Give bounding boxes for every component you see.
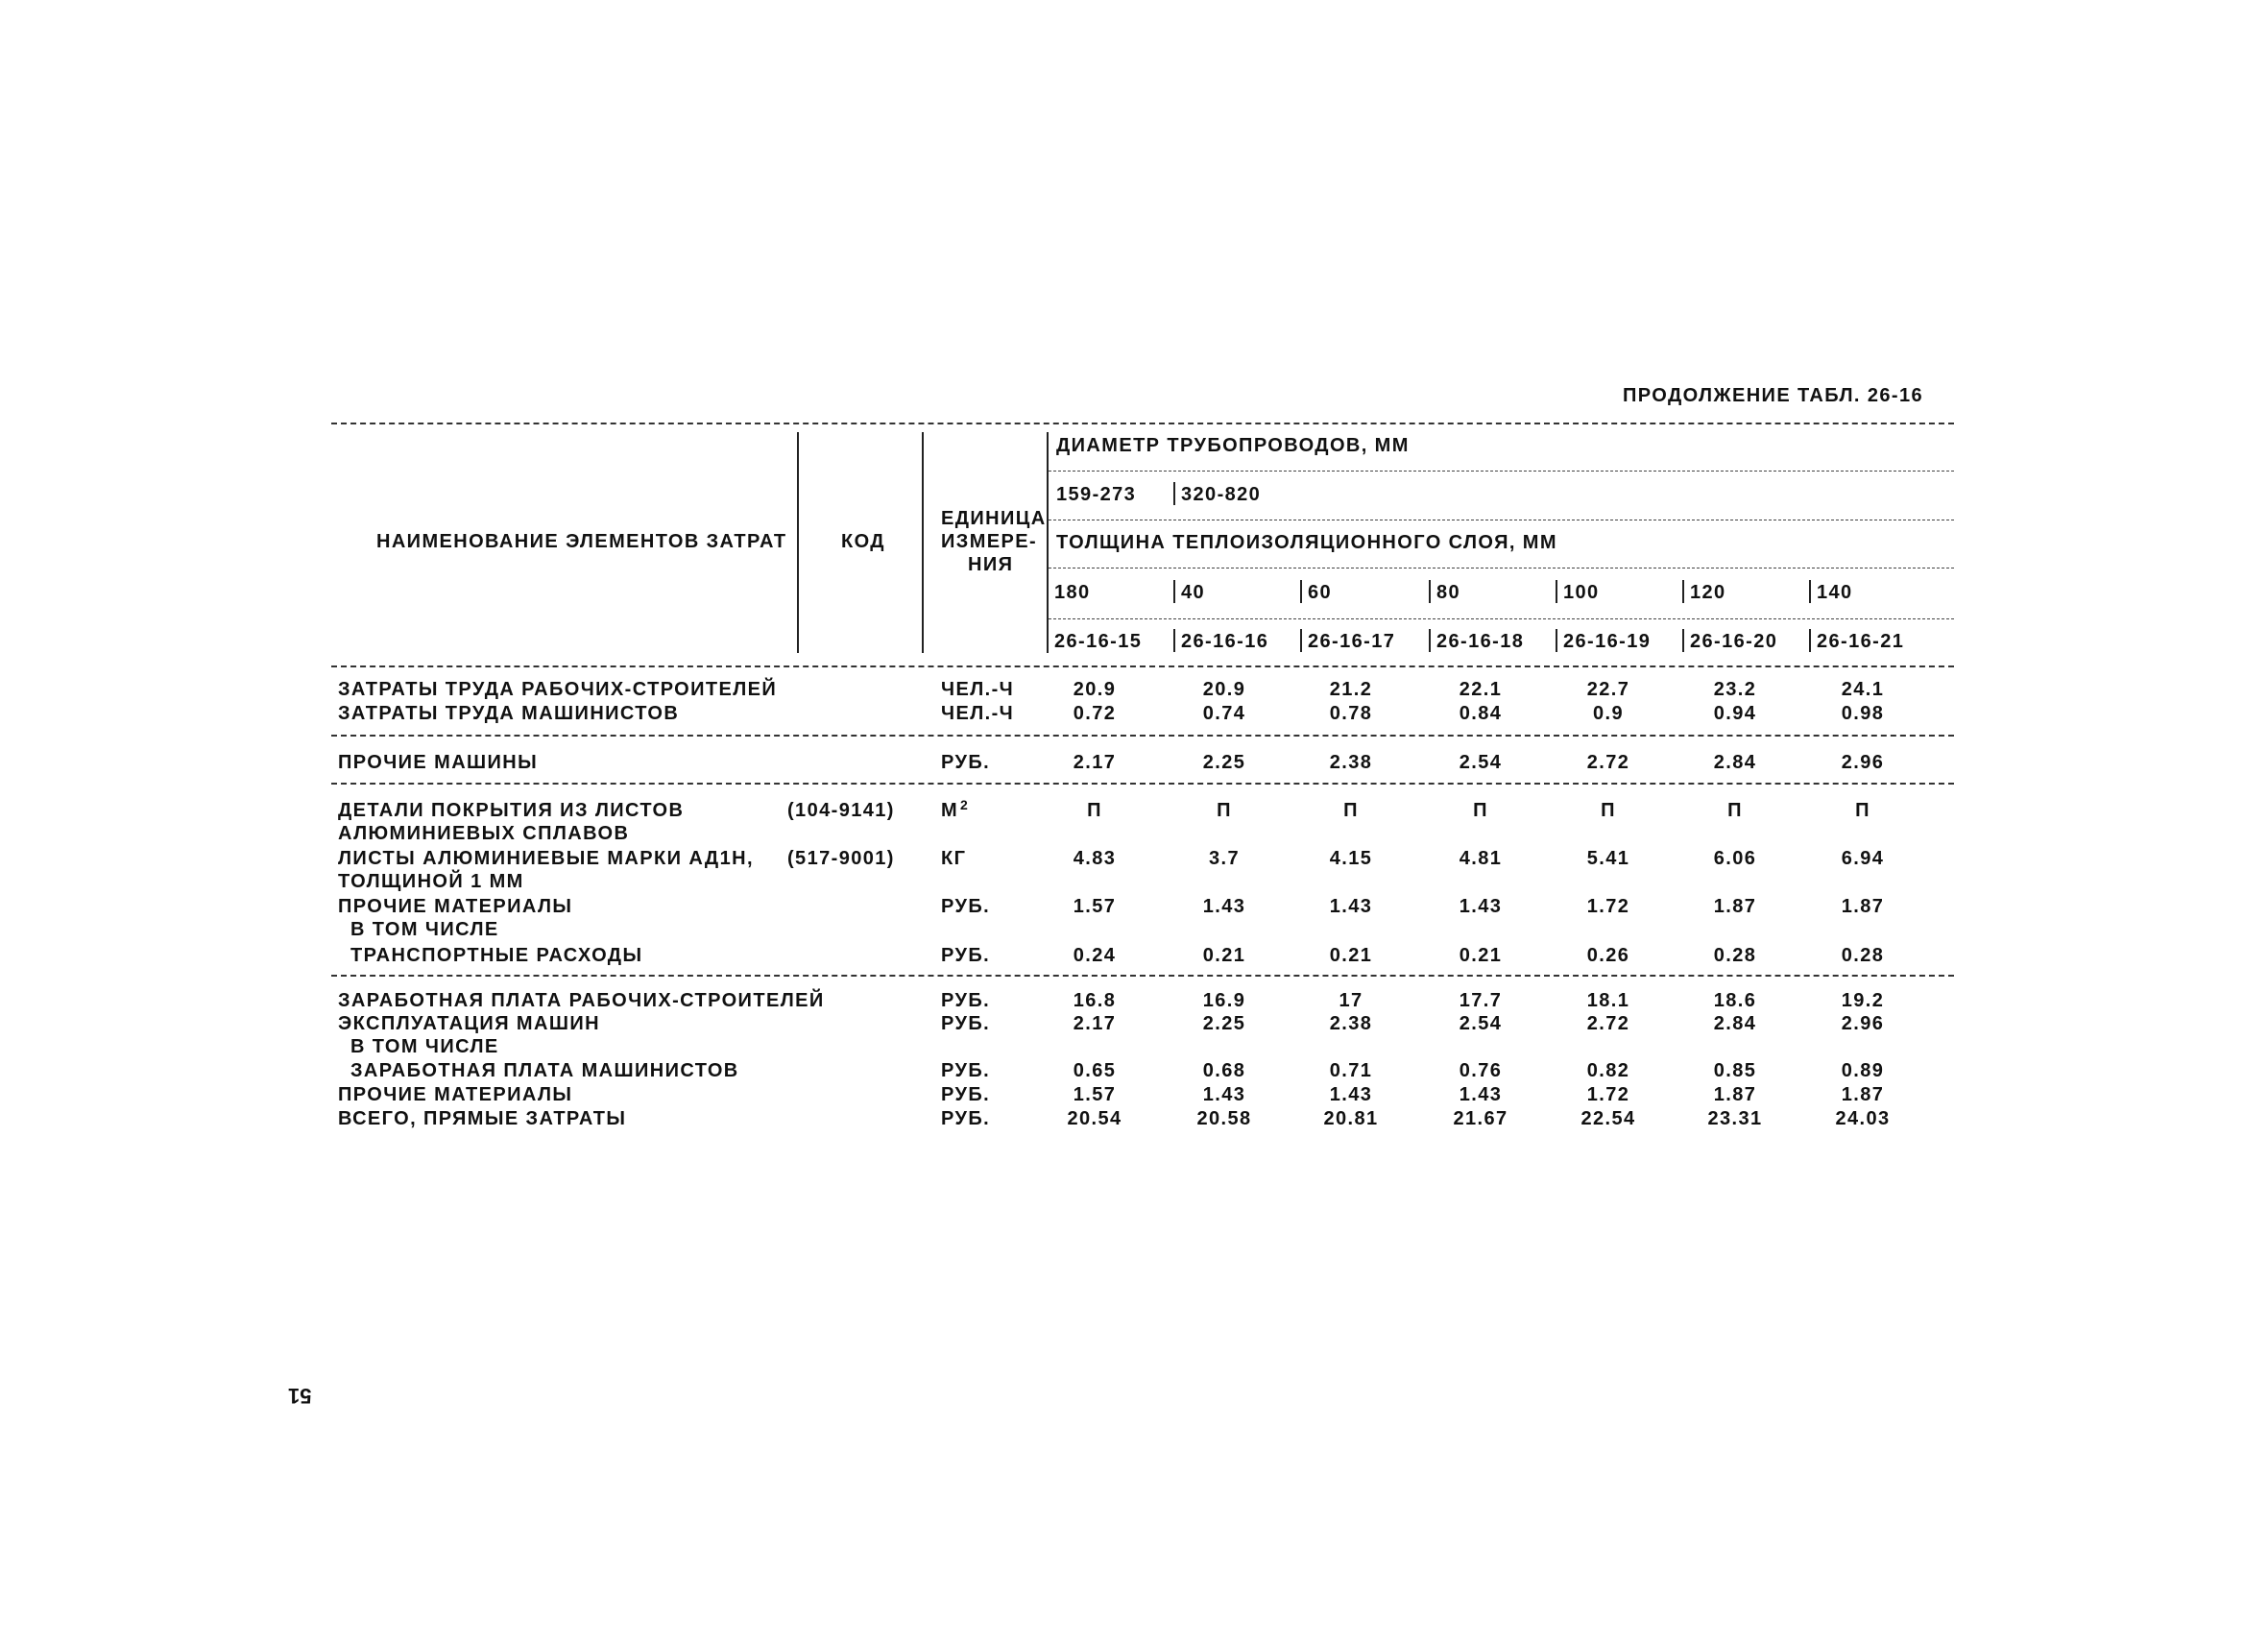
cell-value: 5.41 bbox=[1586, 848, 1630, 869]
thickness-divider bbox=[1300, 580, 1302, 603]
row-name-continuation: В ТОМ ЧИСЛЕ bbox=[350, 1036, 499, 1057]
header-thickness-title: ТОЛЩИНА ТЕПЛОИЗОЛЯЦИОННОГО СЛОЯ, ММ bbox=[1056, 532, 1557, 553]
cell-value: 2.25 bbox=[1202, 1013, 1246, 1034]
row-unit: РУБ. bbox=[941, 1084, 991, 1105]
cell-value: 19.2 bbox=[1841, 990, 1885, 1011]
cell-value: 1.43 bbox=[1329, 1084, 1373, 1105]
cell-value: П bbox=[1855, 800, 1870, 821]
cell-value: 23.2 bbox=[1713, 679, 1757, 700]
cell-value: 0.21 bbox=[1202, 945, 1246, 966]
cell-value: 2.96 bbox=[1841, 752, 1885, 773]
row-unit: РУБ. bbox=[941, 1108, 991, 1129]
thickness-divider bbox=[1047, 580, 1049, 603]
row-unit: РУБ. bbox=[941, 896, 991, 917]
cell-value: 0.82 bbox=[1586, 1060, 1630, 1081]
row-name: ЗАРАБОТНАЯ ПЛАТА МАШИНИСТОВ bbox=[350, 1060, 739, 1081]
cell-value: 0.89 bbox=[1841, 1060, 1885, 1081]
cell-value: 4.15 bbox=[1329, 848, 1373, 869]
header-unit-line-2: ИЗМЕРЕ- bbox=[941, 531, 1038, 552]
row-name-continuation: АЛЮМИНИЕВЫХ СПЛАВОВ bbox=[338, 823, 630, 844]
cell-value: 0.85 bbox=[1713, 1060, 1757, 1081]
cell-value: 20.9 bbox=[1073, 679, 1117, 700]
row-name: ЗАТРАТЫ ТРУДА МАШИНИСТОВ bbox=[338, 703, 680, 724]
row-name: ЛИСТЫ АЛЮМИНИЕВЫЕ МАРКИ АД1Н, bbox=[338, 848, 754, 869]
header-rule-1 bbox=[1049, 471, 1954, 472]
variant-code: 26-16-15 bbox=[1054, 631, 1143, 652]
cell-value: 0.76 bbox=[1459, 1060, 1503, 1081]
code-divider bbox=[1173, 629, 1175, 652]
cell-value: 2.72 bbox=[1586, 1013, 1630, 1034]
header-divider-name-code bbox=[797, 432, 799, 653]
cell-value: 17 bbox=[1339, 990, 1363, 1011]
thickness-divider bbox=[1429, 580, 1431, 603]
cell-value: 1.72 bbox=[1586, 896, 1630, 917]
cell-value: 22.54 bbox=[1580, 1108, 1636, 1129]
thickness-value: 140 bbox=[1817, 582, 1853, 603]
code-divider bbox=[1300, 629, 1302, 652]
variant-code: 26-16-17 bbox=[1308, 631, 1396, 652]
cell-value: 2.84 bbox=[1713, 1013, 1757, 1034]
cell-value: 20.9 bbox=[1202, 679, 1246, 700]
cell-value: 2.38 bbox=[1329, 1013, 1373, 1034]
header-code-column: КОД bbox=[841, 531, 885, 552]
unit-superscript: 2 bbox=[960, 797, 968, 812]
header-rule-4 bbox=[1049, 618, 1954, 619]
cell-value: 3.7 bbox=[1208, 848, 1240, 869]
row-name: ЗАРАБОТНАЯ ПЛАТА РАБОЧИХ-СТРОИТЕЛЕЙ bbox=[338, 990, 825, 1011]
thickness-divider bbox=[1809, 580, 1811, 603]
header-diameter-title: ДИАМЕТР ТРУБОПРОВОДОВ, ММ bbox=[1056, 435, 1410, 456]
row-name: ТРАНСПОРТНЫЕ РАСХОДЫ bbox=[350, 945, 643, 966]
variant-code: 26-16-20 bbox=[1690, 631, 1778, 652]
cell-value: 0.74 bbox=[1202, 703, 1246, 724]
cell-value: П bbox=[1601, 800, 1616, 821]
row-unit: РУБ. bbox=[941, 1013, 991, 1034]
cell-value: 0.84 bbox=[1459, 703, 1503, 724]
cell-value: 22.7 bbox=[1586, 679, 1630, 700]
cell-value: 0.94 bbox=[1713, 703, 1757, 724]
code-divider bbox=[1809, 629, 1811, 652]
cell-value: 0.78 bbox=[1329, 703, 1373, 724]
row-unit: РУБ. bbox=[941, 990, 991, 1011]
cell-value: 0.98 bbox=[1841, 703, 1885, 724]
code-divider bbox=[1047, 629, 1049, 652]
cell-value: 17.7 bbox=[1459, 990, 1503, 1011]
cell-value: 0.21 bbox=[1459, 945, 1503, 966]
diameter-group-divider bbox=[1173, 482, 1175, 505]
top-rule bbox=[331, 423, 1954, 424]
cell-value: 0.72 bbox=[1073, 703, 1117, 724]
cell-value: 16.8 bbox=[1073, 990, 1117, 1011]
page-number: 51 bbox=[288, 1384, 312, 1408]
row-unit: ЧЕЛ.-Ч bbox=[941, 679, 1015, 700]
header-divider-code-unit bbox=[922, 432, 924, 653]
thickness-value: 180 bbox=[1054, 582, 1091, 603]
cell-value: 2.54 bbox=[1459, 752, 1503, 773]
cell-value: 2.17 bbox=[1073, 752, 1117, 773]
section-rule-3 bbox=[331, 975, 1954, 977]
cell-value: 2.38 bbox=[1329, 752, 1373, 773]
cell-value: 6.06 bbox=[1713, 848, 1757, 869]
table-caption: ПРОДОЛЖЕНИЕ ТАБЛ. 26-16 bbox=[1623, 385, 1923, 406]
cell-value: 18.6 bbox=[1713, 990, 1757, 1011]
row-name: ПРОЧИЕ МАШИНЫ bbox=[338, 752, 539, 773]
thickness-divider bbox=[1682, 580, 1684, 603]
section-rule-2 bbox=[331, 783, 1954, 785]
row-unit: РУБ. bbox=[941, 945, 991, 966]
cell-value: 20.54 bbox=[1067, 1108, 1122, 1129]
row-unit: М bbox=[941, 800, 959, 821]
cell-value: 2.54 bbox=[1459, 1013, 1503, 1034]
row-code: (517-9001) bbox=[787, 848, 895, 869]
variant-code: 26-16-16 bbox=[1181, 631, 1269, 652]
row-code: (104-9141) bbox=[787, 800, 895, 821]
cell-value: 16.9 bbox=[1202, 990, 1246, 1011]
cell-value: 20.58 bbox=[1196, 1108, 1252, 1129]
cell-value: 1.43 bbox=[1329, 896, 1373, 917]
row-unit: ЧЕЛ.-Ч bbox=[941, 703, 1015, 724]
cell-value: 0.71 bbox=[1329, 1060, 1373, 1081]
cell-value: 21.67 bbox=[1453, 1108, 1508, 1129]
code-divider bbox=[1429, 629, 1431, 652]
section-rule-1 bbox=[331, 735, 1954, 737]
row-name: ЗАТРАТЫ ТРУДА РАБОЧИХ-СТРОИТЕЛЕЙ bbox=[338, 679, 778, 700]
row-unit: РУБ. bbox=[941, 1060, 991, 1081]
code-divider bbox=[1682, 629, 1684, 652]
cell-value: 0.24 bbox=[1073, 945, 1117, 966]
cell-value: 0.9 bbox=[1592, 703, 1624, 724]
cell-value: 1.57 bbox=[1073, 896, 1117, 917]
cell-value: 1.43 bbox=[1459, 1084, 1503, 1105]
thickness-value: 60 bbox=[1308, 582, 1333, 603]
row-name: ПРОЧИЕ МАТЕРИАЛЫ bbox=[338, 1084, 573, 1105]
header-unit-line-3: НИЯ bbox=[968, 554, 1014, 575]
cell-value: 2.72 bbox=[1586, 752, 1630, 773]
cell-value: П bbox=[1087, 800, 1102, 821]
cell-value: 1.57 bbox=[1073, 1084, 1117, 1105]
row-unit: КГ bbox=[941, 848, 967, 869]
cell-value: 1.43 bbox=[1202, 1084, 1246, 1105]
cell-value: 0.28 bbox=[1713, 945, 1757, 966]
cell-value: П bbox=[1727, 800, 1743, 821]
row-name: ПРОЧИЕ МАТЕРИАЛЫ bbox=[338, 896, 573, 917]
header-diameter-group-1: 159-273 bbox=[1056, 484, 1137, 505]
cell-value: 20.81 bbox=[1323, 1108, 1379, 1129]
cell-value: 4.81 bbox=[1459, 848, 1503, 869]
thickness-value: 120 bbox=[1690, 582, 1726, 603]
row-name: ВСЕГО, ПРЯМЫЕ ЗАТРАТЫ bbox=[338, 1108, 627, 1129]
thickness-value: 100 bbox=[1563, 582, 1600, 603]
cell-value: 4.83 bbox=[1073, 848, 1117, 869]
cell-value: 0.68 bbox=[1202, 1060, 1246, 1081]
cell-value: 2.96 bbox=[1841, 1013, 1885, 1034]
header-diameter-group-2: 320-820 bbox=[1181, 484, 1262, 505]
cell-value: 0.26 bbox=[1586, 945, 1630, 966]
cell-value: 18.1 bbox=[1586, 990, 1630, 1011]
header-bottom-rule bbox=[331, 665, 1954, 667]
cell-value: 1.87 bbox=[1841, 1084, 1885, 1105]
row-name-continuation: ТОЛЩИНОЙ 1 ММ bbox=[338, 871, 524, 892]
variant-code: 26-16-18 bbox=[1436, 631, 1525, 652]
thickness-value: 40 bbox=[1181, 582, 1206, 603]
thickness-divider bbox=[1556, 580, 1557, 603]
cell-value: 1.87 bbox=[1713, 896, 1757, 917]
row-name: ДЕТАЛИ ПОКРЫТИЯ ИЗ ЛИСТОВ bbox=[338, 800, 685, 821]
cell-value: П bbox=[1473, 800, 1488, 821]
cell-value: 2.25 bbox=[1202, 752, 1246, 773]
cell-value: 2.17 bbox=[1073, 1013, 1117, 1034]
code-divider bbox=[1556, 629, 1557, 652]
cell-value: 21.2 bbox=[1329, 679, 1373, 700]
row-name-continuation: В ТОМ ЧИСЛЕ bbox=[350, 919, 499, 940]
cell-value: 6.94 bbox=[1841, 848, 1885, 869]
cell-value: 0.21 bbox=[1329, 945, 1373, 966]
cell-value: 1.87 bbox=[1841, 896, 1885, 917]
cell-value: 1.87 bbox=[1713, 1084, 1757, 1105]
header-divider-unit-values bbox=[1047, 432, 1049, 653]
thickness-value: 80 bbox=[1436, 582, 1461, 603]
cell-value: П bbox=[1217, 800, 1232, 821]
variant-code: 26-16-19 bbox=[1563, 631, 1652, 652]
variant-code: 26-16-21 bbox=[1817, 631, 1905, 652]
cell-value: 23.31 bbox=[1707, 1108, 1763, 1129]
cell-value: 24.1 bbox=[1841, 679, 1885, 700]
cell-value: 0.28 bbox=[1841, 945, 1885, 966]
thickness-divider bbox=[1173, 580, 1175, 603]
cell-value: П bbox=[1343, 800, 1359, 821]
header-unit-line-1: ЕДИНИЦА bbox=[941, 508, 1047, 529]
cell-value: 24.03 bbox=[1835, 1108, 1891, 1129]
cell-value: 2.84 bbox=[1713, 752, 1757, 773]
cell-value: 1.43 bbox=[1459, 896, 1503, 917]
row-name: ЭКСПЛУАТАЦИЯ МАШИН bbox=[338, 1013, 600, 1034]
cell-value: 1.72 bbox=[1586, 1084, 1630, 1105]
cell-value: 1.43 bbox=[1202, 896, 1246, 917]
row-unit: РУБ. bbox=[941, 752, 991, 773]
cell-value: 22.1 bbox=[1459, 679, 1503, 700]
header-name-column: НАИМЕНОВАНИЕ ЭЛЕМЕНТОВ ЗАТРАТ bbox=[376, 531, 787, 552]
cell-value: 0.65 bbox=[1073, 1060, 1117, 1081]
